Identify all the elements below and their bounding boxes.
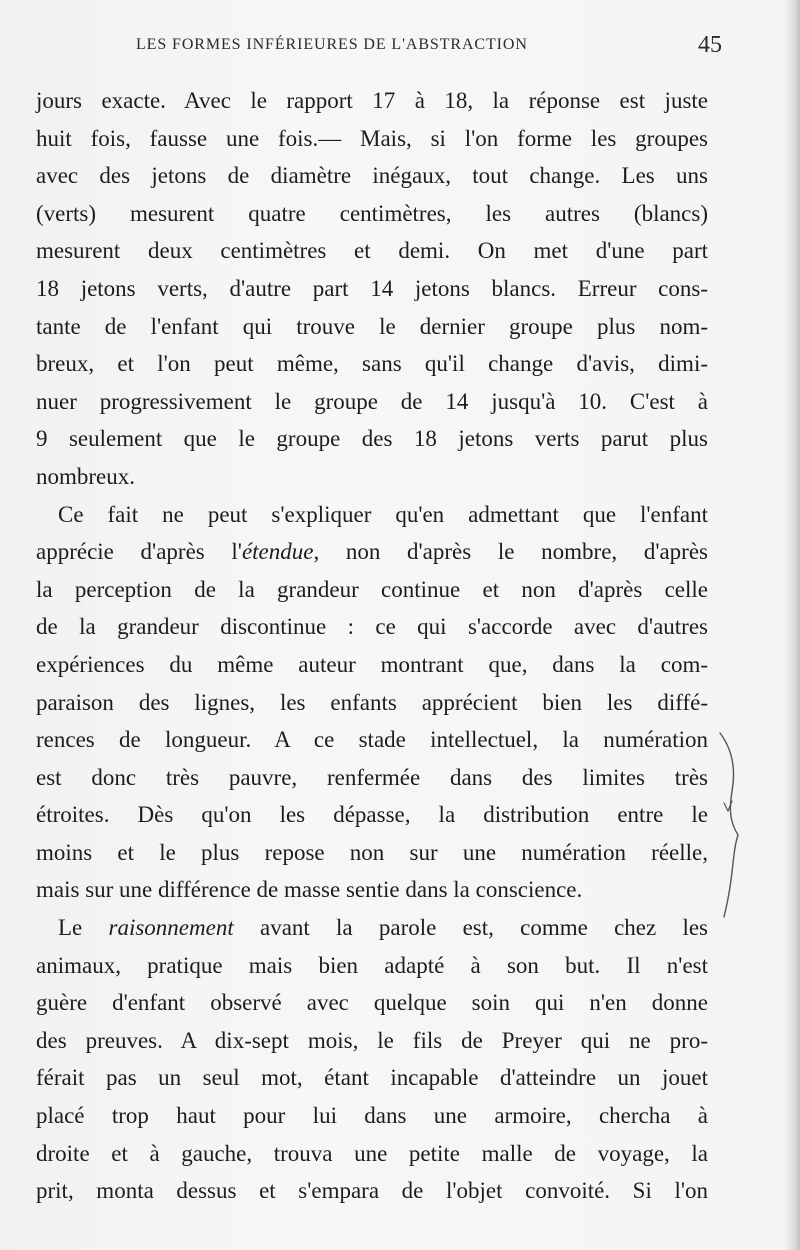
paragraph-1: [36, 82, 708, 496]
text-line: rences de longueur. A ce stade intellectuel, la numération: [36, 727, 708, 753]
page-edge-shadow: [784, 0, 800, 1250]
text-line: prit, monta dessus et s'empara de l'objet convoité. Si l'on: [36, 1178, 708, 1204]
text-line: moins et le plus repose non sur une numération réelle,: [36, 839, 708, 865]
text-line: des preuves. A dix-sept mois, le fils de Preyer qui ne pro-: [36, 1027, 708, 1053]
text-line: 9 seulement que le groupe des 18 jetons verts parut plus: [36, 426, 708, 452]
text-line: Ce fait ne peut s'expliquer qu'en admettant que l'enfant: [58, 501, 708, 527]
page-header: [36, 32, 722, 62]
italic-term: étendue: [241, 539, 314, 565]
text-segment: , non d'après le nombre, d'après: [313, 539, 708, 565]
text-line: tante de l'enfant qui trouve le dernier groupe plus nom-: [36, 313, 708, 339]
text-segment: avant la parole est, comme chez les: [233, 915, 709, 941]
text-line: avec des jetons de diamètre inégaux, tout change. Les uns: [36, 163, 708, 189]
text-segment: apprécie d'après l': [36, 539, 242, 565]
text-line: (verts) mesurent quatre centimètres, les autres (blancs): [36, 200, 708, 226]
text-line: la perception de la grandeur continue et non d'après celle: [36, 576, 708, 602]
text-line: nuer progressivement le groupe de 14 jusqu'à 10. C'est à: [36, 388, 708, 414]
text-line: expériences du même auteur montrant que, dans la com-: [36, 651, 708, 677]
page-body: [36, 82, 708, 1210]
running-title: LES FORMES INFÉRIEURES DE L'ABSTRACTION: [136, 36, 528, 53]
text-line: breux, et l'on peut même, sans qu'il change d'avis, dimi-: [36, 351, 708, 377]
text-line: férait pas un seul mot, étant incapable d'atteindre un jouet: [36, 1065, 708, 1091]
text-line: animaux, pratique mais bien adapté à son but. Il n'est: [36, 952, 708, 978]
text-line: nombreux.: [36, 463, 136, 489]
text-line: guère d'enfant observé avec quelque soin qui n'en donne: [36, 990, 708, 1016]
text-line: mesurent deux centimètres et demi. On met d'une part: [36, 238, 708, 264]
text-line: droite et à gauche, trouva une petite malle de voyage, la: [36, 1140, 708, 1166]
text-segment: Le: [58, 915, 109, 941]
text-line: jours exacte. Avec le rapport 17 à 18, la réponse est juste: [36, 88, 708, 113]
text-line: mais sur une différence de masse sentie dans la conscience.: [36, 877, 583, 903]
text-line: de la grandeur discontinue : ce qui s'accorde avec d'autres: [36, 614, 708, 640]
paragraph-2: [36, 496, 708, 910]
handwritten-margin-bracket: [716, 731, 746, 921]
text-line: huit fois, fausse une fois.— Mais, si l'on forme les groupes: [36, 125, 708, 151]
text-line: paraison des lignes, les enfants apprécient bien les diffé-: [36, 689, 708, 715]
page-number: 45: [698, 32, 722, 58]
text-line: étroites. Dès qu'on les dépasse, la distribution entre le: [36, 802, 708, 828]
text-line: [36, 533, 708, 571]
text-line: [36, 909, 708, 947]
text-line: est donc très pauvre, renfermée dans des limites très: [36, 764, 708, 790]
italic-term: raisonnement: [108, 915, 234, 941]
text-line: placé trop haut pour lui dans une armoire, chercha à: [36, 1103, 708, 1129]
text-line: 18 jetons verts, d'autre part 14 jetons blancs. Erreur cons-: [36, 275, 708, 301]
paragraph-3: [36, 909, 708, 1210]
